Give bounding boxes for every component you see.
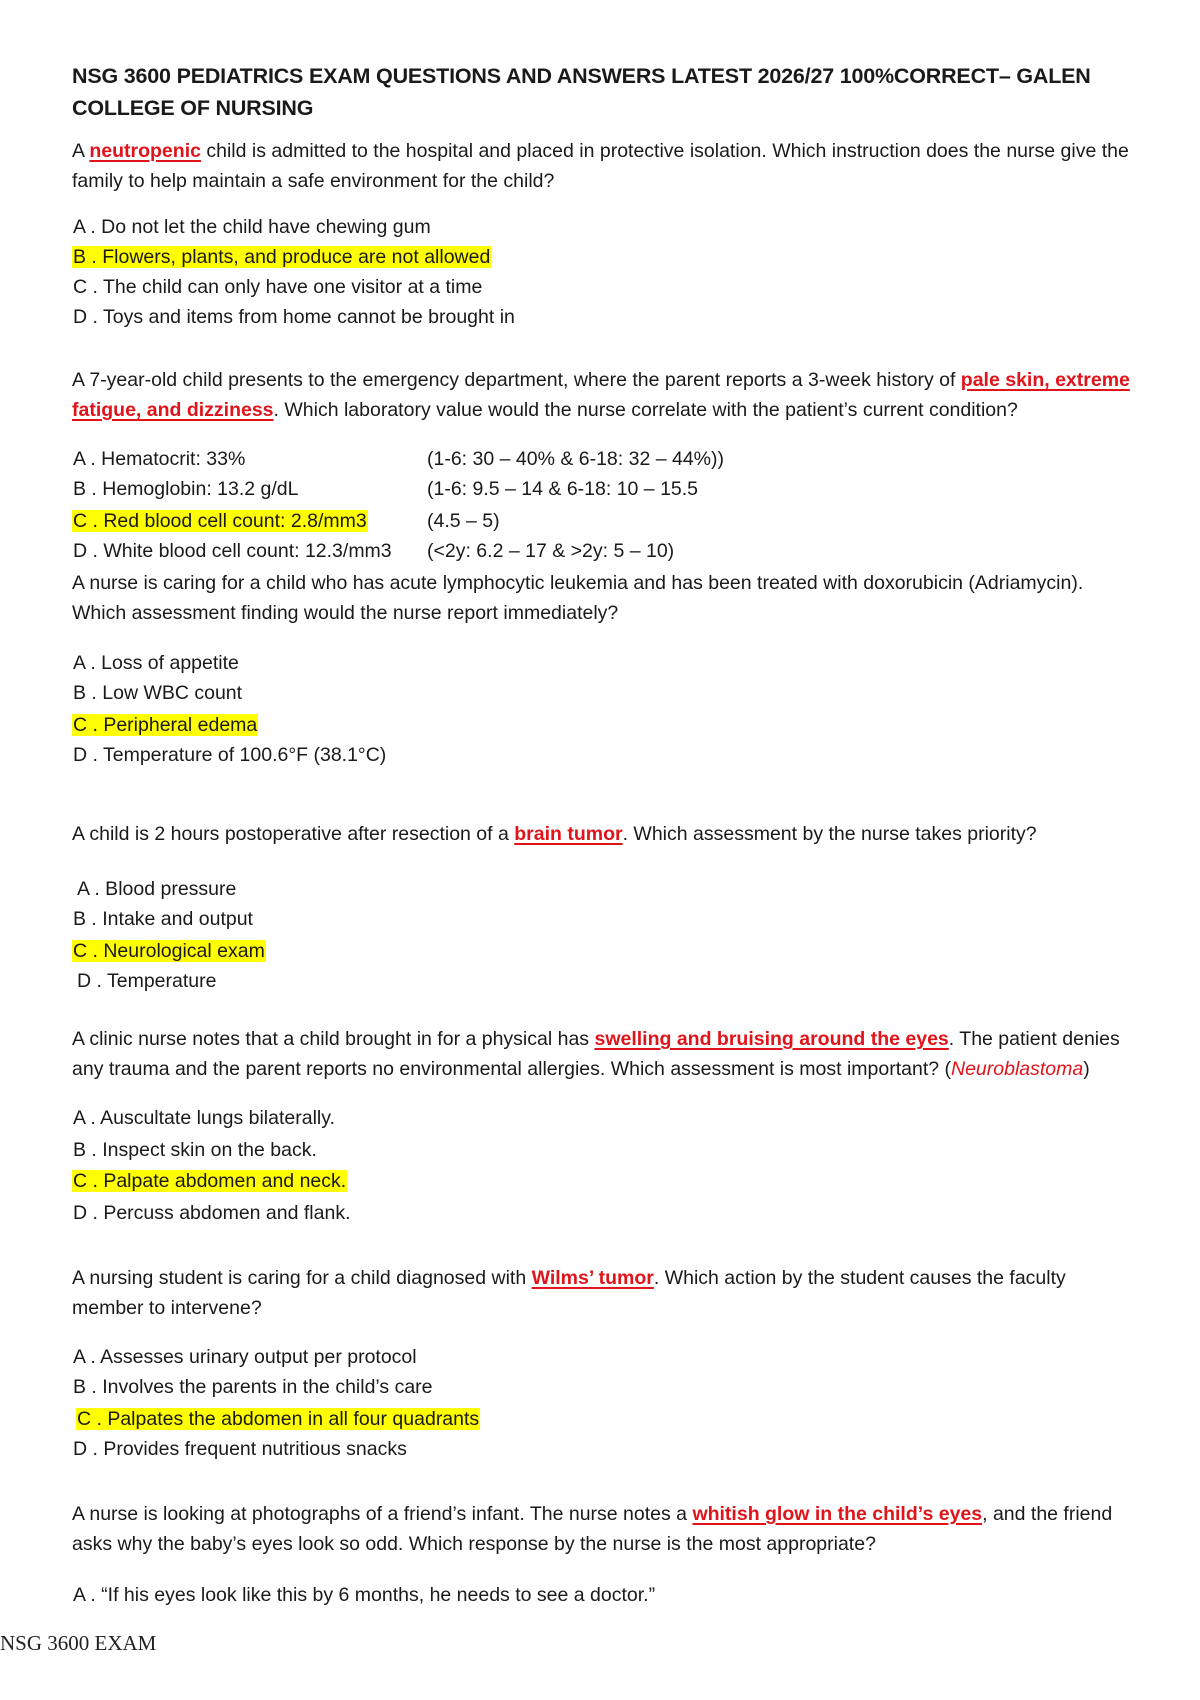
question-2-option-d: D . White blood cell count: 12.3/mm3 (73, 540, 392, 562)
keyword-wilms-tumor: Wilms’ tumor (531, 1267, 654, 1289)
page-footer: NSG 3600 EXAM (0, 1631, 157, 1655)
question-7-option-a: A . “If his eyes look like this by 6 months, he needs to see a doctor.” (73, 1584, 656, 1606)
diagnosis-note: Neuroblastoma (951, 1058, 1084, 1080)
question-4-option-d: D . Temperature (77, 970, 217, 992)
question-4-option-a: A . Blood pressure (77, 878, 237, 900)
document-title: NSG 3600 PEDIATRICS EXAM QUESTIONS AND ANSWERS LATEST 2026/27 100%CORRECT– GALEN COLLEGE OF NURSING (72, 64, 1091, 120)
question-5-option-a: A . Auscultate lungs bilaterally. (73, 1107, 335, 1129)
keyword-brain-tumor: brain tumor (514, 823, 623, 845)
question-3-option-c-correct: C . Peripheral edema (73, 714, 258, 736)
question-6-option-d: D . Provides frequent nutritious snacks (73, 1438, 407, 1460)
question-3-stem: A nurse is caring for a child who has acute lymphocytic leukemia and has been treated with doxorubicin (Adriamycin). Which assessment finding would the nurse report immediately? (72, 572, 1084, 624)
question-1-option-a: A . Do not let the child have chewing gum (73, 216, 431, 238)
question-7-stem: A nurse is looking at photographs of a friend’s infant. The nurse notes a whitish glow in the child’s eyes, and the friend asks why the baby’s eyes look so odd. Which response by the nurse is the most appropriate? (72, 1503, 1113, 1555)
question-1-stem: A neutropenic child is admitted to the hospital and placed in protective isolation. Which instruction does the nurse give the family to help maintain a safe environment for the child? (72, 140, 1129, 192)
question-5-option-d: D . Percuss abdomen and flank. (73, 1202, 351, 1224)
question-4-stem: A child is 2 hours postoperative after resection of a brain tumor. Which assessment by the nurse takes priority? (72, 823, 1037, 845)
reference-range-wbc: (<2y: 6.2 – 17 & >2y: 5 – 10) (427, 540, 675, 562)
reference-range-hemoglobin: (1-6: 9.5 – 14 & 6-18: 10 – 15.5 (427, 478, 699, 500)
question-2-option-a: A . Hematocrit: 33% (73, 448, 246, 470)
reference-range-rbc: (4.5 – 5) (427, 510, 500, 532)
question-4-option-b: B . Intake and output (73, 908, 253, 930)
question-6-stem: A nursing student is caring for a child diagnosed with Wilms’ tumor. Which action by the student causes the faculty member to intervene? (72, 1267, 1066, 1319)
question-3-option-d: D . Temperature of 100.6°F (38.1°C) (73, 744, 387, 766)
question-6-option-b: B . Involves the parents in the child’s care (73, 1376, 433, 1398)
question-5-stem: A clinic nurse notes that a child brought in for a physical has swelling and bruising around the eyes. The patient denies any trauma and the parent reports no environmental allergies. Which assessment is most important? (Neuroblastoma) (72, 1028, 1120, 1080)
question-1-option-d: D . Toys and items from home cannot be brought in (73, 306, 515, 328)
keyword-swelling-bruising: swelling and bruising around the eyes (594, 1028, 949, 1050)
keyword-whitish-glow: whitish glow in the child’s eyes (692, 1503, 983, 1525)
question-6-option-c-correct: C . Palpates the abdomen in all four quadrants (77, 1408, 480, 1430)
question-5-option-c-correct: C . Palpate abdomen and neck. (73, 1170, 347, 1192)
keyword-pale-skin: pale skin, extreme fatigue, and dizziness (72, 369, 1130, 421)
reference-range-hematocrit: (1-6: 30 – 40% & 6-18: 32 – 44%)) (427, 448, 725, 470)
question-2-stem: A 7-year-old child presents to the emergency department, where the parent reports a 3-week history of pale skin, extreme fatigue, and dizziness. Which laboratory value would the nurse correlate with the patient’s current condition? (72, 369, 1130, 421)
question-3-option-b: B . Low WBC count (73, 682, 243, 704)
question-2-option-c-correct: C . Red blood cell count: 2.8/mm3 (73, 510, 367, 532)
question-5-option-b: B . Inspect skin on the back. (73, 1139, 317, 1161)
question-1-option-c: C . The child can only have one visitor at a time (73, 276, 483, 298)
question-6-option-a: A . Assesses urinary output per protocol (73, 1346, 417, 1368)
keyword-neutropenic: neutropenic (89, 140, 201, 162)
question-1-option-b-correct: B . Flowers, plants, and produce are not allowed (73, 246, 491, 268)
question-2-option-b: B . Hemoglobin: 13.2 g/dL (73, 478, 299, 500)
question-4-option-c-correct: C . Neurological exam (73, 940, 265, 962)
question-3-option-a: A . Loss of appetite (73, 652, 239, 674)
